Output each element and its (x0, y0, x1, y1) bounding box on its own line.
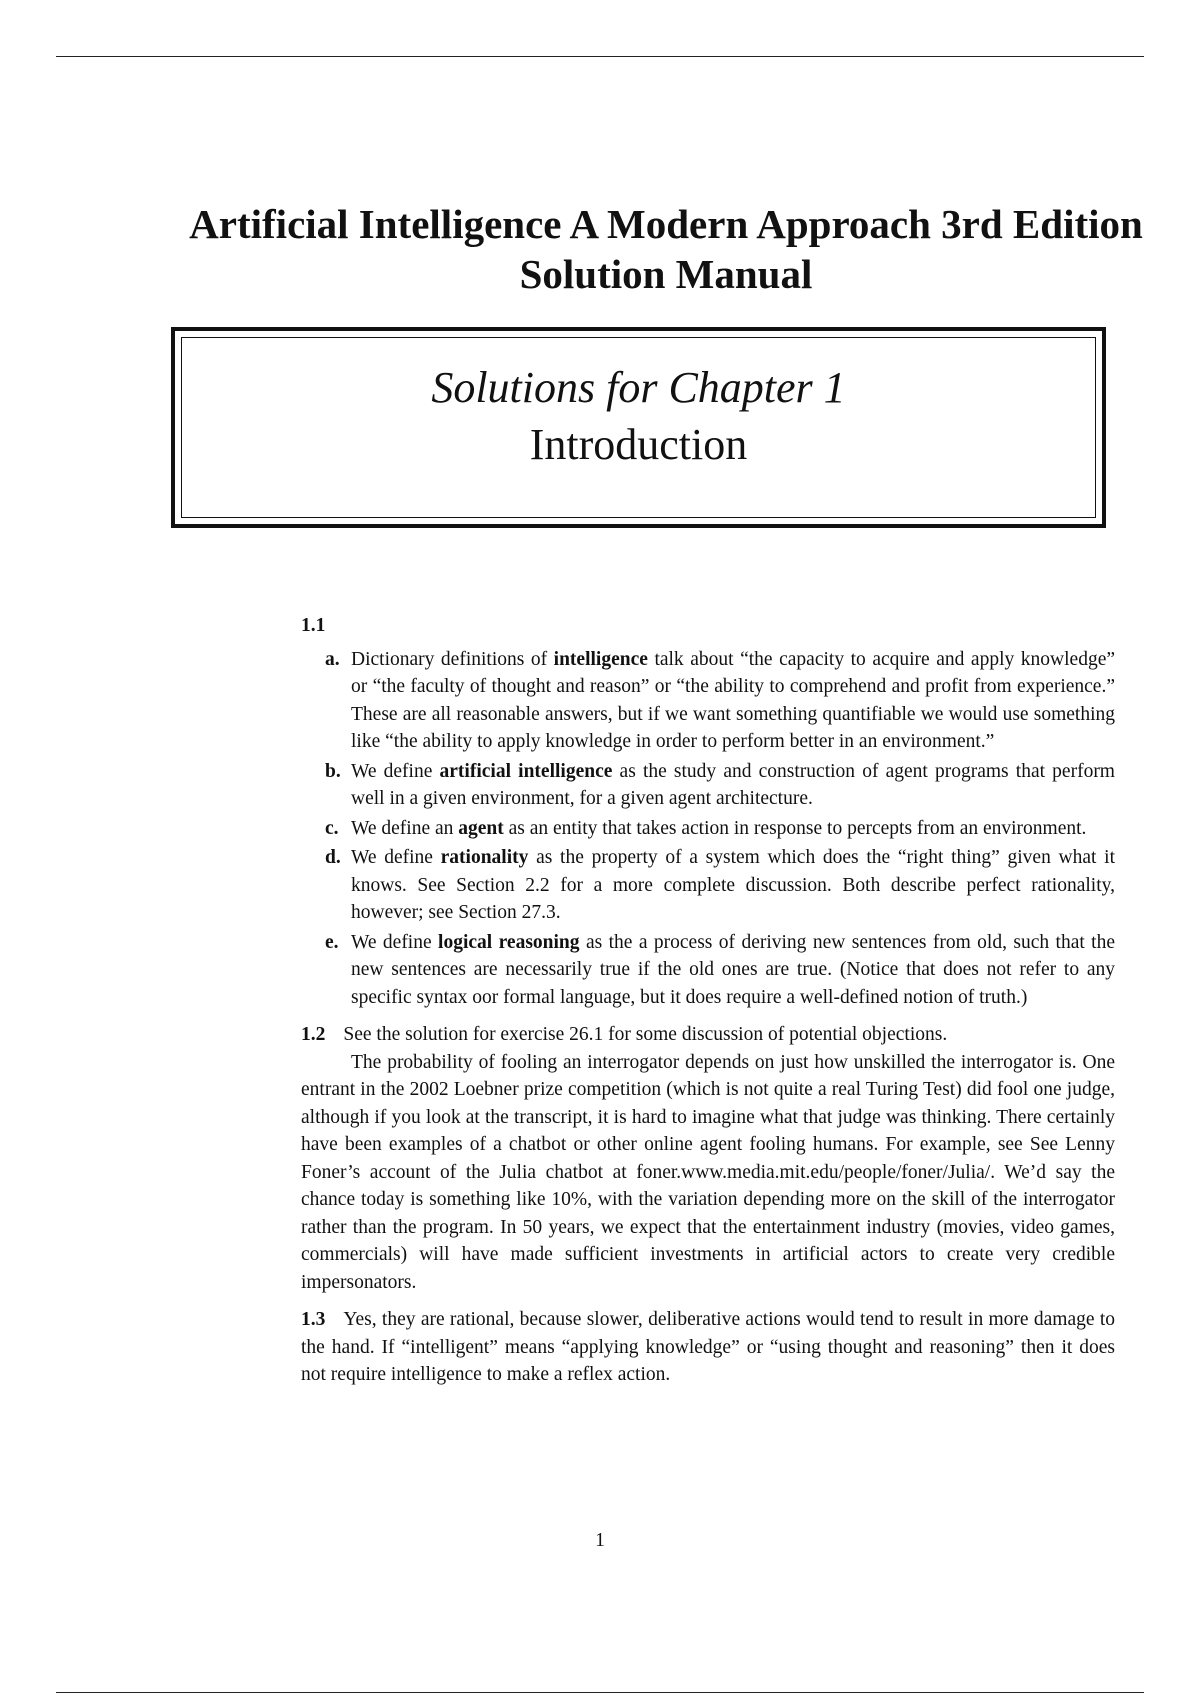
item-label: a. (325, 648, 340, 670)
chapter-box-inner (181, 337, 1096, 518)
list-item (325, 929, 1116, 1012)
item-label: e. (325, 931, 339, 953)
chapter-heading: Solutions for Chapter 1 (431, 363, 846, 412)
exercise-1-1-items (301, 646, 1115, 1012)
exercise-1-2 (301, 1021, 1115, 1049)
item-term: artificial intelligence (439, 760, 613, 782)
item-label: c. (325, 817, 339, 839)
exercise-1-1-heading (301, 612, 1115, 640)
item-term: rationality (440, 847, 529, 868)
solutions-content (301, 612, 1115, 1389)
item-label: b. (325, 760, 341, 782)
item-term: intelligence (553, 648, 648, 670)
item-text-post: as the property of a system which does the “right thing” given what it knows. See Section 2.2 for a more complete discussion. Both describe perfect rationality, however; see Section 27.3. (351, 847, 1115, 923)
chapter-box (171, 327, 1106, 528)
item-text-post: as the a process of deriving new sentences from old, such that the new sentences are necessarily true if the old ones are true. (Notice that does not refer to any specific syntax oor formal language, but it does require a well-defined notion of truth.) (351, 931, 1116, 1008)
item-text-post: as the study and construction of agent programs that perform well in a given environment, for a given agent architecture. (351, 760, 1115, 809)
exercise-number: 1.3 (301, 1309, 326, 1330)
chapter-subheading: Introduction (529, 420, 748, 469)
item-text-pre: Dictionary definitions of (351, 648, 554, 670)
list-item (325, 646, 1116, 756)
exercise-1-3 (301, 1306, 1115, 1389)
item-text-pre: We define (351, 760, 440, 782)
bottom-rule (56, 1692, 1144, 1693)
item-text-pre: We define (351, 847, 441, 868)
document-title-line-1: Artificial Intelligence A Modern Approach 3rd Edition (189, 201, 1143, 248)
list-item (325, 844, 1115, 927)
item-text-post: as an entity that takes action in response to percepts from an environment. (503, 817, 1087, 839)
top-rule (56, 56, 1144, 57)
exercise-number: 1.2 (301, 1024, 326, 1045)
document-title (130, 199, 1200, 299)
page-number: 1 (595, 1530, 605, 1551)
item-term: agent (458, 817, 504, 839)
item-text-pre: We define an (351, 817, 459, 839)
exercise-1-3-text: Yes, they are rational, because slower, deliberative actions would tend to result in more damage to the hand. If “intelligent” means “applying knowledge” or “using thought and reasoning” then it does not require intelligence to make a reflex action. (301, 1309, 1115, 1385)
item-label: d. (325, 847, 341, 868)
exercise-1-2-first-line: See the solution for exercise 26.1 for some discussion of potential objections. (343, 1024, 948, 1045)
list-item (325, 815, 1115, 843)
item-term: logical reasoning (438, 931, 580, 953)
exercise-number: 1.1 (301, 615, 326, 636)
exercise-1-2-paragraph: The probability of fooling an interrogator depends on just how unskilled the interrogator is. One entrant in the 2002 Loebner prize competition (which is not quite a real Turing Test) did fool one judge, although if you look at the transcript, it is hard to imagine what that judge was thinking. There certainly have been examples of a chatbot or other online agent fooling humans. For example, see See Lenny Foner’s account of the Julia chatbot at foner.www.media.mit.edu/people/foner/Julia/. We’d say the chance today is something like 10%, with the variation depending more on the skill of the interrogator rather than the program. In 50 years, we expect that the entertainment industry (movies, video games, commercials) will have made sufficient investments in artificial actors to create very credible impersonators. (301, 1051, 1115, 1293)
item-text-pre: We define (351, 931, 439, 953)
item-text-post: talk about “the capacity to acquire and apply knowledge” or “the faculty of thought and reason” or “the ability to comprehend and profit from experience.” These are all reasonable answers, but if we want something quantifiable we would use something like “the ability to apply knowledge in order to perform better in an environment.” (351, 648, 1116, 752)
list-item (325, 758, 1115, 813)
document-title-line-2: Solution Manual (519, 251, 813, 298)
